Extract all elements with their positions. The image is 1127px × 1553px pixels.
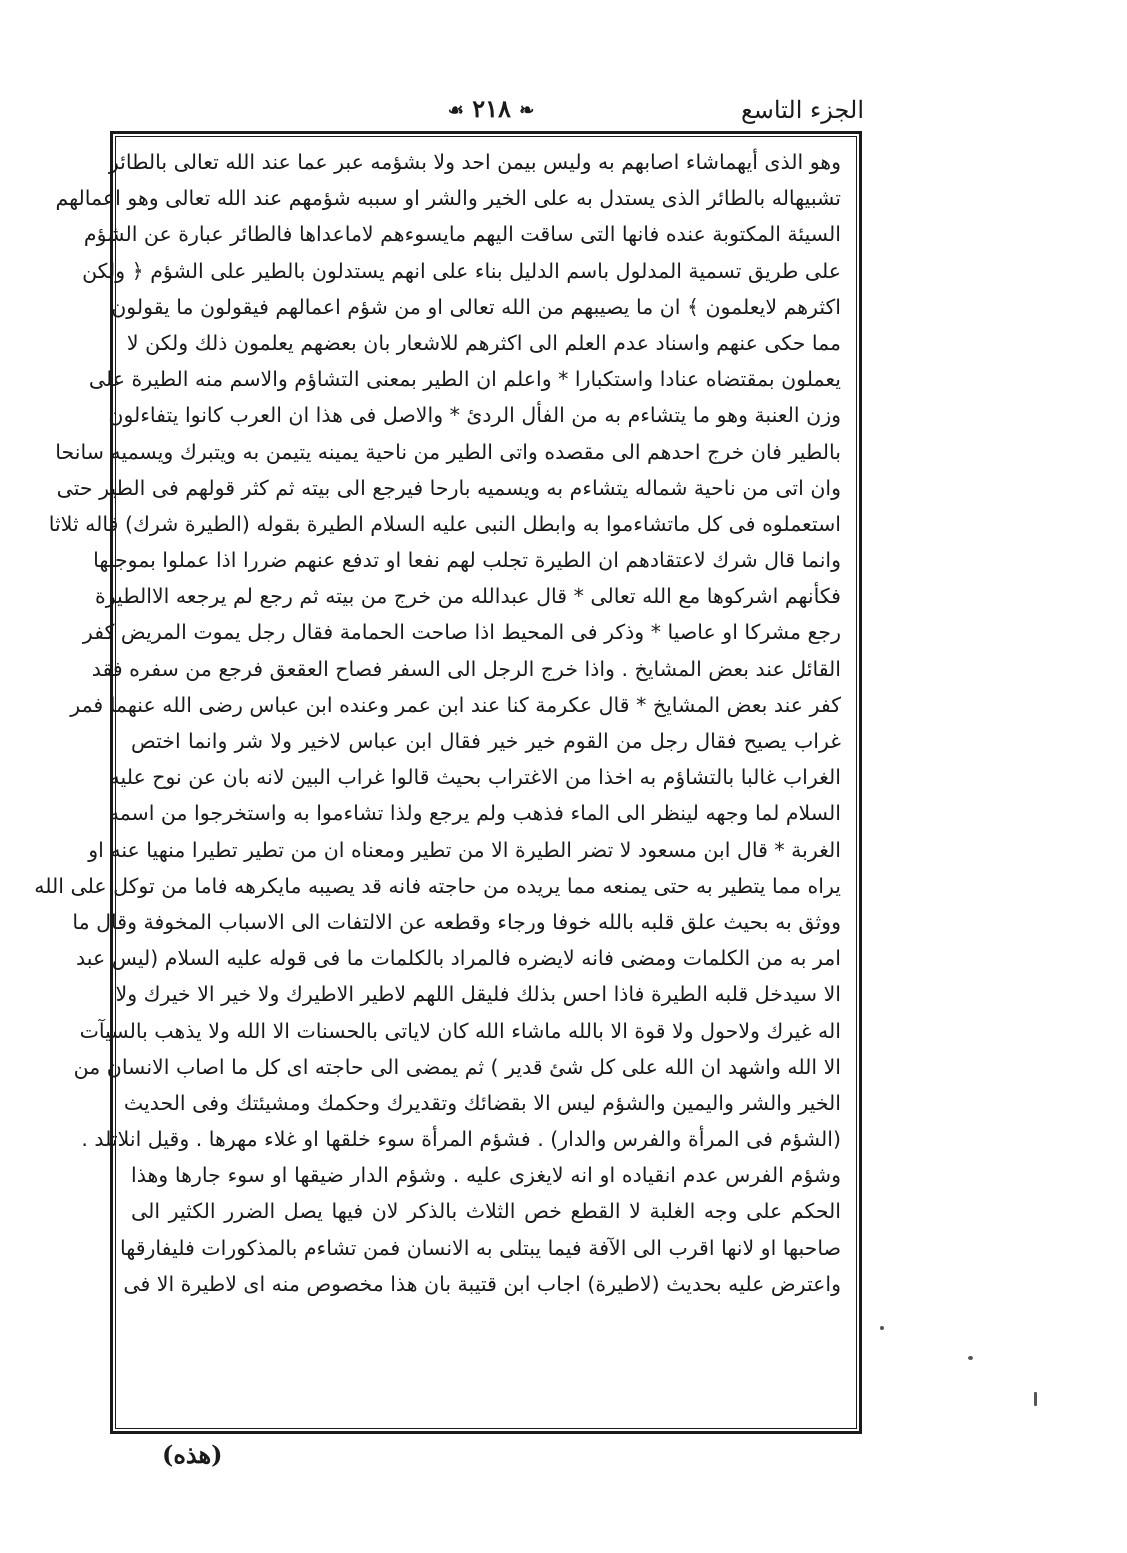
- text-line: السلام لما وجهه لينظر الى الماء فذهب ولم يرجع ولذا تشاءموا به واستخرجوا من اسمه: [108, 801, 841, 826]
- text-line: الخير والشر واليمين والشؤم ليس الا بقضائك وتقديرك وحكمك ومشيئتك وفى الحديث: [123, 1090, 841, 1115]
- catchword: (هذه): [162, 1440, 223, 1469]
- text-line: وان اتى من ناحية شماله يتشاءم به ويسميه بارحا فيرجع الى بيته ثم كثر قولهم فى الطير حتى: [56, 475, 841, 500]
- text-line: مما حكى عنهم واسناد عدم العلم الى اكثرهم للاشعار بان بعضهم يعلمون ذلك ولكن لا: [126, 330, 841, 355]
- text-line: الغراب غالبا بالتشاؤم به اخذا من الاغتراب بحيث قالوا غراب البين لانه بان عن نوح عليه: [109, 765, 841, 790]
- text-line: واعترض عليه بحديث (لاطيرة) اجاب ابن قتيبة بان هذا مخصوص منه اى لاطيرة الا فى: [123, 1271, 841, 1296]
- text-line: اله غيرك ولاحول ولا قوة الا بالله ماشاء الله كان لاياتى بالحسنات الا الله ولا يذهب بالسيآت: [79, 1018, 841, 1043]
- page-header: [108, 94, 870, 134]
- scan-speck: [880, 1326, 884, 1330]
- body-text: [34, 144, 841, 1302]
- text-line: بالطير فان خرج احدهم الى مقصده واتى الطير من ناحية يمينه يتيمن به ويتبرك ويسميه سانحا: [55, 439, 841, 464]
- text-line: القائل عند بعض المشايخ . واذا خرج الرجل الى السفر فصاح العقعق فرجع من سفره فقد: [91, 656, 841, 681]
- text-line: الا سيدخل قلبه الطيرة فاذا احس بذلك فليقل اللهم لاطير الاطيرك ولا خير الا خيرك ولا: [115, 982, 841, 1007]
- text-line: فكأنهم اشركوها مع الله تعالى * قال عبدالله من خرج من بيته ثم رجع لم يرجعه الاالطيرة: [94, 584, 841, 609]
- text-line: ووثق به بحيث علق قلبه بالله خوفا ورجاء وقطعه عن الالتفات الى الاسباب المخوفة وقال ما: [72, 909, 841, 934]
- text-line: الا الله واشهد ان الله على كل شئ قدير ) ثم يمضى الى حاجته اى كل ما اصاب الانسان من: [73, 1054, 841, 1079]
- text-line: اكثرهم لايعلمون ﴾ ان ما يصيبهم من الله تعالى او من شؤم اعمالهم فيقولون ما يقولون: [111, 294, 841, 319]
- text-line: وهو الذى أيهماشاء اصابهم به وليس بيمن احد ولا بشؤمه عبر عما عند الله تعالى بالطائر: [108, 150, 841, 174]
- text-line: كفر عند بعض المشايخ * قال عكرمة كنا عند ابن عمر وعنده ابن عباس رضى الله عنهما فمر: [70, 692, 841, 717]
- text-line: (الشؤم فى المرأة والفرس والدار) . فشؤم المرأة سوء خلقها او غلاء مهرها . وقيل انلاتلد .: [81, 1127, 841, 1152]
- text-line: امر به من الكلمات ومضى فانه لايضره فالمراد بالكلمات ما فى قوله عليه السلام (ليس عبد: [76, 946, 841, 971]
- text-line: وزن العنبة وهو ما يتشاءم به من الفأل الردئ * والاصل فى هذا ان العرب كانوا يتفاءلون: [108, 403, 841, 428]
- text-line: على طريق تسمية المدلول باسم الدليل بناء على انهم يستدلون بالطير على الشؤم ﴿ ولكن: [82, 258, 841, 283]
- text-line: وانما قال شرك لاعتقادهم ان الطيرة تجلب لهم نفعا او تدفع عنهم ضررا اذا عملوا بموجبها: [93, 548, 841, 573]
- page-number: ٢١٨: [472, 94, 511, 123]
- text-frame: [34, 131, 862, 1434]
- text-line: غراب يصيح فقال رجل من القوم خير خير فقال ابن عباس لاخير ولا شر وانما اختص: [131, 729, 841, 753]
- ornament-right-icon: ❧: [519, 100, 535, 121]
- scan-speck: [1034, 1392, 1037, 1406]
- text-line: الغربة * قال ابن مسعود لا تضر الطيرة الا من تطير ومعناه ان من تطير تطيرا منهيا عنه او: [88, 837, 841, 862]
- text-line: يراه مما يتطير به حتى يمنعه مما يريده من حاجته فانه قد يصيبه مايكرهه فاما من توكل على الله: [34, 873, 841, 898]
- text-line: صاحبها او لانها اقرب الى الآفة فيما يبتلى به الانسان فمن تشاءم بالمذكورات فليفارقها: [120, 1235, 841, 1260]
- ornament-left-icon: ☙: [447, 100, 464, 121]
- text-line: رجع مشركا او عاصيا * وذكر فى المحيط اذا صاحت الحمامة فقال رجل يموت المريض كفر: [82, 620, 841, 645]
- volume-label: الجزء التاسع: [740, 96, 864, 124]
- scan-speck: [968, 1356, 973, 1360]
- text-line: تشبيهاله بالطائر الذى يستدل به على الخير والشر او سببه شؤمهم عند الله تعالى وهو اعمالهم: [55, 186, 841, 211]
- text-line: يعملون بمقتضاه عنادا واستكبارا * واعلم ان الطير بمعنى التشاؤم والاسم منه الطيرة على: [88, 367, 841, 392]
- text-line: الحكم على وجه الغلبة لا القطع خص الثلاث بالذكر لان فيها يصل الضرر الكثير الى: [131, 1199, 841, 1224]
- text-line: استعملوه فى كل ماتشاءموا به وابطل النبى عليه السلام الطيرة بقوله (الطيرة شرك) قاله ثلاثا: [48, 511, 841, 536]
- page-number-block: [426, 94, 556, 123]
- text-line: السيئة المكتوبة عنده فانها التى ساقت اليهم مايسوءهم لاماعداها فالطائر عبارة عن الشؤم: [83, 222, 841, 247]
- text-line: وشؤم الفرس عدم انقياده او انه لايغزى عليه . وشؤم الدار ضيقها او سوء جارها وهذا: [131, 1163, 841, 1188]
